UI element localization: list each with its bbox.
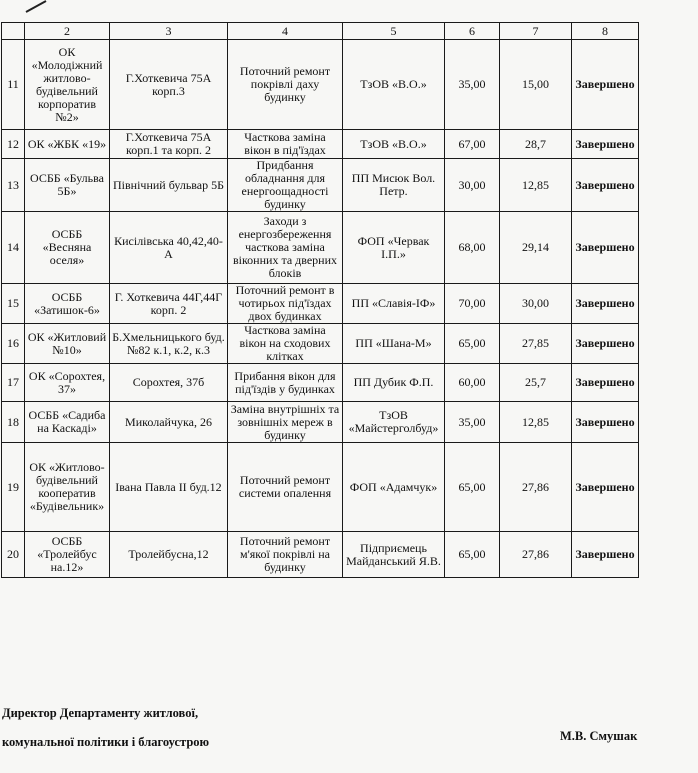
row-number: 18 bbox=[2, 402, 25, 443]
amount-col6: 35,00 bbox=[445, 40, 500, 130]
organization-name: ОСББ «Бульва 5Б» bbox=[25, 159, 110, 212]
contractor: ТзОВ «В.О.» bbox=[343, 40, 445, 130]
amount-col6: 30,00 bbox=[445, 159, 500, 212]
amount-col6: 65,00 bbox=[445, 443, 500, 532]
amount-col7: 30,00 bbox=[500, 284, 572, 324]
table-row bbox=[2, 532, 639, 578]
work-description: Поточний ремонт покрівлі даху будинку bbox=[228, 40, 343, 130]
column-header-8: 8 bbox=[572, 23, 639, 40]
organization-name: ОСББ «Затишок-6» bbox=[25, 284, 110, 324]
scan-artifact-mark bbox=[22, 0, 50, 14]
signature-title-line-2: комунальної політики і благоустрою bbox=[2, 735, 210, 749]
status: Завершено bbox=[572, 532, 639, 578]
work-description: Поточний ремонт м'якої покрівлі на будинку bbox=[228, 532, 343, 578]
contractor: ПП Мисюк Вол. Петр. bbox=[343, 159, 445, 212]
contractor: ПП «Шана-М» bbox=[343, 324, 445, 364]
column-header-4: 4 bbox=[228, 23, 343, 40]
column-header-6: 6 bbox=[445, 23, 500, 40]
amount-col7: 27,85 bbox=[500, 324, 572, 364]
table-body bbox=[2, 40, 639, 578]
amount-col7: 27,86 bbox=[500, 532, 572, 578]
work-description: Поточний ремонт в чотирьох під'їздах двох будинках bbox=[228, 284, 343, 324]
table-row bbox=[2, 364, 639, 402]
column-header-2: 2 bbox=[25, 23, 110, 40]
organization-name: ОК «ЖБК «19» bbox=[25, 130, 110, 159]
status: Завершено bbox=[572, 324, 639, 364]
row-number: 12 bbox=[2, 130, 25, 159]
work-description: Заходи з енергозбереження часткова заміна віконних та дверних блоків bbox=[228, 212, 343, 284]
work-description: Часткова заміна вікон на сходових клітках bbox=[228, 324, 343, 364]
status: Завершено bbox=[572, 364, 639, 402]
amount-col6: 70,00 bbox=[445, 284, 500, 324]
amount-col6: 60,00 bbox=[445, 364, 500, 402]
row-number: 11 bbox=[2, 40, 25, 130]
work-description: Поточний ремонт системи опалення bbox=[228, 443, 343, 532]
amount-col7: 29,14 bbox=[500, 212, 572, 284]
address: Г.Хоткевича 75А корп.3 bbox=[110, 40, 228, 130]
organization-name: ОК «Житлово-будівельний кооператив «Будівельник» bbox=[25, 443, 110, 532]
amount-col6: 67,00 bbox=[445, 130, 500, 159]
status: Завершено bbox=[572, 443, 639, 532]
row-number: 16 bbox=[2, 324, 25, 364]
row-number: 15 bbox=[2, 284, 25, 324]
address: Сорохтея, 37б bbox=[110, 364, 228, 402]
status: Завершено bbox=[572, 284, 639, 324]
status: Завершено bbox=[572, 212, 639, 284]
amount-col7: 15,00 bbox=[500, 40, 572, 130]
organization-name: ОСББ «Тролейбус на.12» bbox=[25, 532, 110, 578]
status: Завершено bbox=[572, 159, 639, 212]
signature-title-line-1: Директор Департаменту житлової, bbox=[2, 706, 199, 720]
address: Північний бульвар 5Б bbox=[110, 159, 228, 212]
status: Завершено bbox=[572, 40, 639, 130]
amount-col6: 65,00 bbox=[445, 324, 500, 364]
amount-col7: 12,85 bbox=[500, 159, 572, 212]
table-row bbox=[2, 159, 639, 212]
column-header-5: 5 bbox=[343, 23, 445, 40]
column-header-3: 3 bbox=[110, 23, 228, 40]
amount-col7: 27,86 bbox=[500, 443, 572, 532]
row-number: 17 bbox=[2, 364, 25, 402]
table-row bbox=[2, 130, 639, 159]
contractor: ПП Дубик Ф.П. bbox=[343, 364, 445, 402]
organization-name: ОСББ «Садиба на Каскаді» bbox=[25, 402, 110, 443]
contractor: ТзОВ «В.О.» bbox=[343, 130, 445, 159]
work-description: Заміна внутрішніх та зовнішніх мереж в будинку bbox=[228, 402, 343, 443]
address: Б.Хмельницького буд. №82 к.1, к.2, к.3 bbox=[110, 324, 228, 364]
row-number: 19 bbox=[2, 443, 25, 532]
column-header-7: 7 bbox=[500, 23, 572, 40]
organization-name: ОК «Житловий №10» bbox=[25, 324, 110, 364]
contractor: ФОП «Червак І.П.» bbox=[343, 212, 445, 284]
status: Завершено bbox=[572, 130, 639, 159]
row-number: 13 bbox=[2, 159, 25, 212]
address: Г.Хоткевича 75А корп.1 та корп. 2 bbox=[110, 130, 228, 159]
signer-name: М.В. Смушак bbox=[560, 729, 638, 743]
contractor: ПП «Славія-ІФ» bbox=[343, 284, 445, 324]
contractor: Підприємець Майданський Я.В. bbox=[343, 532, 445, 578]
report-table bbox=[1, 22, 639, 578]
work-description: Придбання обладнання для енергоощадності будинку bbox=[228, 159, 343, 212]
organization-name: ОСББ «Весняна оселя» bbox=[25, 212, 110, 284]
amount-col7: 25,7 bbox=[500, 364, 572, 402]
table-row bbox=[2, 324, 639, 364]
row-number: 20 bbox=[2, 532, 25, 578]
status: Завершено bbox=[572, 402, 639, 443]
row-number: 14 bbox=[2, 212, 25, 284]
table-row bbox=[2, 402, 639, 443]
contractor: ТзОВ «Майстерголбуд» bbox=[343, 402, 445, 443]
work-description: Часткова заміна вікон в під'їздах bbox=[228, 130, 343, 159]
address: Кисілівська 40,42,40-А bbox=[110, 212, 228, 284]
amount-col6: 65,00 bbox=[445, 532, 500, 578]
address: Тролейбусна,12 bbox=[110, 532, 228, 578]
amount-col7: 28,7 bbox=[500, 130, 572, 159]
table-row bbox=[2, 212, 639, 284]
address: Миколайчука, 26 bbox=[110, 402, 228, 443]
table-row bbox=[2, 40, 639, 130]
amount-col7: 12,85 bbox=[500, 402, 572, 443]
amount-col6: 35,00 bbox=[445, 402, 500, 443]
organization-name: ОК «Сорохтея, 37» bbox=[25, 364, 110, 402]
address: Г. Хоткевича 44Г,44Г корп. 2 bbox=[110, 284, 228, 324]
table-row bbox=[2, 443, 639, 532]
contractor: ФОП «Адамчук» bbox=[343, 443, 445, 532]
table-row bbox=[2, 284, 639, 324]
column-header-1 bbox=[2, 23, 25, 40]
work-description: Прибання вікон для під'їздів у будинках bbox=[228, 364, 343, 402]
header-row bbox=[2, 23, 639, 40]
amount-col6: 68,00 bbox=[445, 212, 500, 284]
organization-name: ОК «Молодіжний житлово-будівельний корпоратив №2» bbox=[25, 40, 110, 130]
signature-title bbox=[2, 706, 209, 764]
address: Івана Павла ІІ буд.12 bbox=[110, 443, 228, 532]
